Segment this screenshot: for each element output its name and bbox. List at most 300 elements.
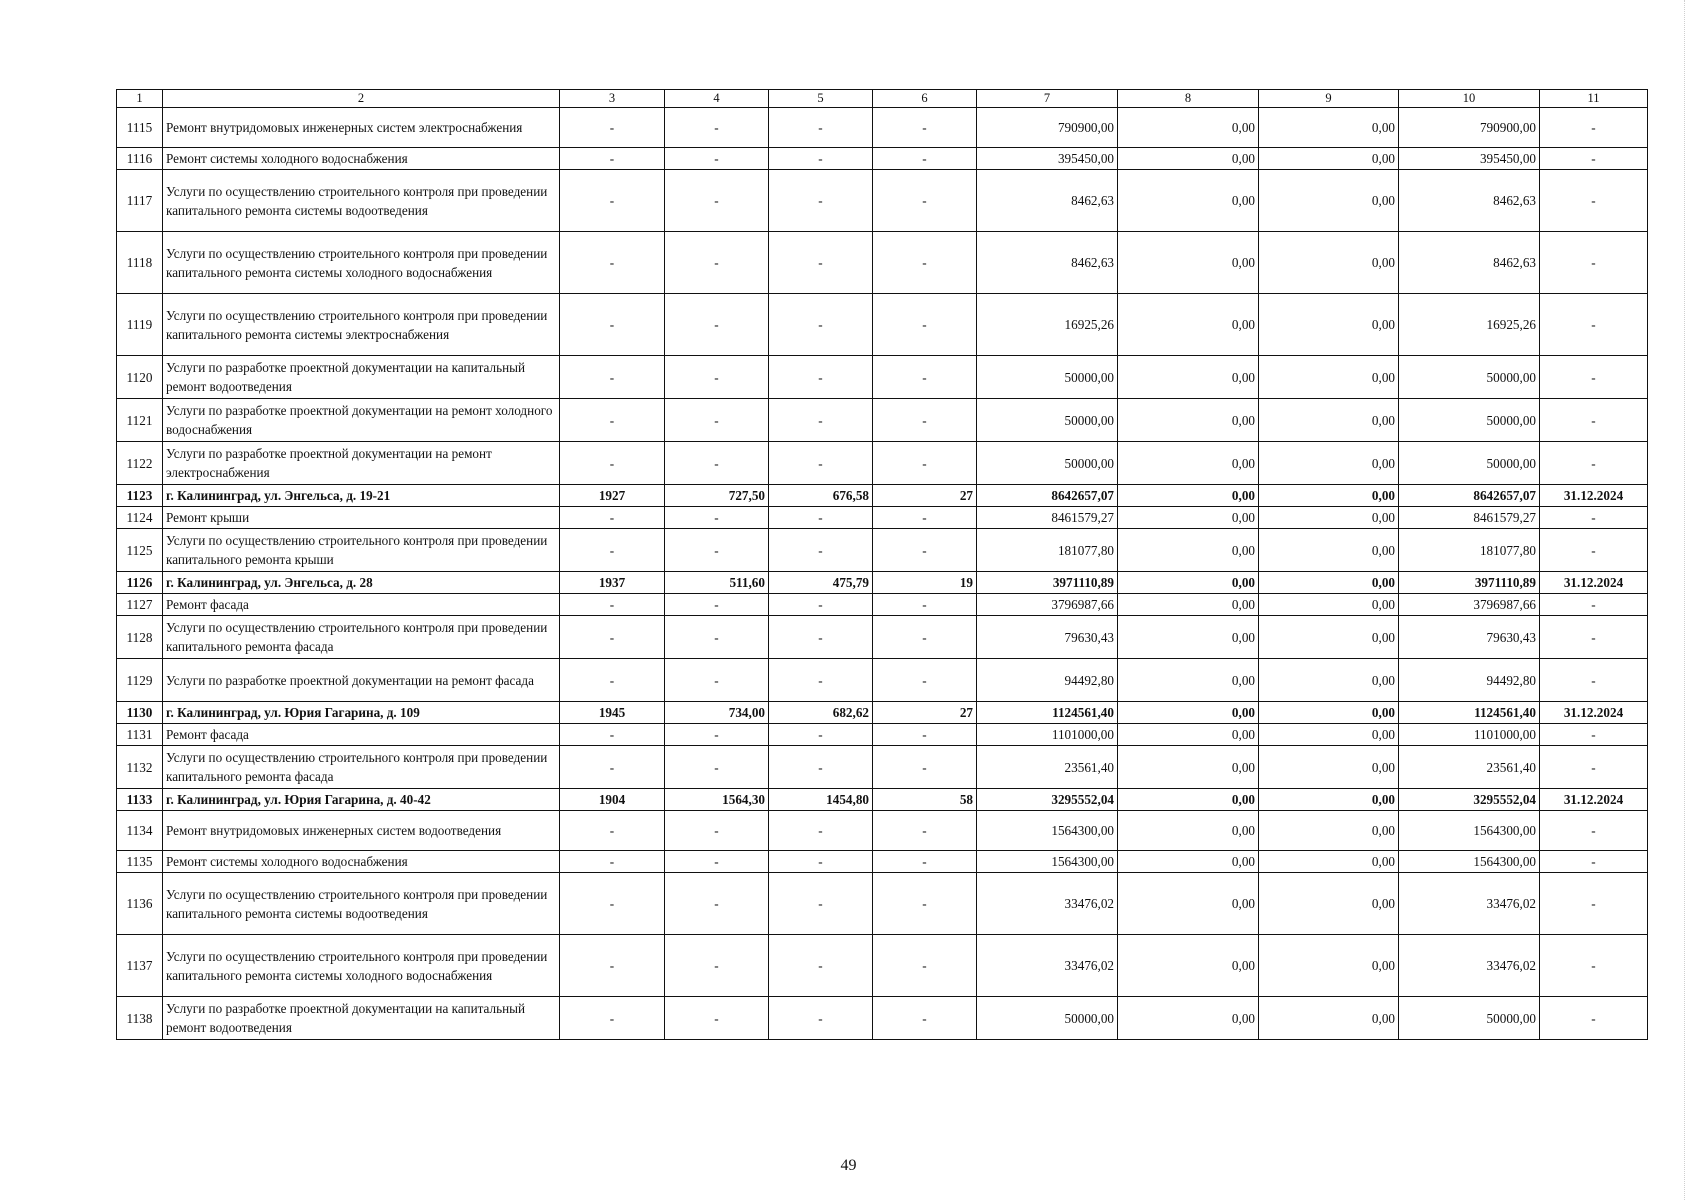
- cell-c4: -: [665, 399, 769, 442]
- cell-name: Услуги по разработке проектной документации на капитальный ремонт водоотведения: [163, 356, 560, 399]
- cell-name: Услуги по разработке проектной документации на ремонт фасада: [163, 659, 560, 702]
- column-header: 3: [560, 90, 665, 108]
- cell-c3: -: [560, 935, 665, 997]
- repair-register-table: [116, 89, 1648, 1040]
- cell-c3: -: [560, 507, 665, 529]
- cell-c4: -: [665, 529, 769, 572]
- table-row: [117, 108, 1648, 148]
- cell-n: 1137: [117, 935, 163, 997]
- cell-c7: 8462,63: [977, 232, 1118, 294]
- cell-c6: 27: [873, 485, 977, 507]
- cell-name: Услуги по разработке проектной документации на капитальный ремонт водоотведения: [163, 997, 560, 1040]
- table-row: [117, 724, 1648, 746]
- cell-c9: 0,00: [1259, 356, 1399, 399]
- cell-c8: 0,00: [1118, 594, 1259, 616]
- cell-c11: -: [1540, 997, 1648, 1040]
- cell-c11: -: [1540, 232, 1648, 294]
- cell-c11: -: [1540, 294, 1648, 356]
- cell-c5: -: [769, 935, 873, 997]
- cell-c5: -: [769, 594, 873, 616]
- cell-c9: 0,00: [1259, 170, 1399, 232]
- cell-c8: 0,00: [1118, 873, 1259, 935]
- table-row: [117, 507, 1648, 529]
- cell-c8: 0,00: [1118, 746, 1259, 789]
- cell-c10: 3796987,66: [1399, 594, 1540, 616]
- cell-c4: -: [665, 148, 769, 170]
- cell-c10: 1564300,00: [1399, 811, 1540, 851]
- cell-c4: -: [665, 442, 769, 485]
- cell-c4: 1564,30: [665, 789, 769, 811]
- cell-c11: -: [1540, 851, 1648, 873]
- column-header: 6: [873, 90, 977, 108]
- cell-c8: 0,00: [1118, 851, 1259, 873]
- cell-c7: 8461579,27: [977, 507, 1118, 529]
- cell-c9: 0,00: [1259, 507, 1399, 529]
- cell-c7: 395450,00: [977, 148, 1118, 170]
- cell-c7: 181077,80: [977, 529, 1118, 572]
- cell-c9: 0,00: [1259, 851, 1399, 873]
- cell-c7: 1564300,00: [977, 851, 1118, 873]
- cell-c10: 790900,00: [1399, 108, 1540, 148]
- cell-c4: 734,00: [665, 702, 769, 724]
- cell-c7: 3295552,04: [977, 789, 1118, 811]
- cell-c10: 33476,02: [1399, 873, 1540, 935]
- cell-c9: 0,00: [1259, 873, 1399, 935]
- cell-c4: -: [665, 594, 769, 616]
- cell-name: Услуги по осуществлению строительного контроля при проведении капитального ремонта системы электроснабжения: [163, 294, 560, 356]
- cell-n: 1118: [117, 232, 163, 294]
- cell-c10: 395450,00: [1399, 148, 1540, 170]
- cell-name: Услуги по осуществлению строительного контроля при проведении капитального ремонта крыши: [163, 529, 560, 572]
- cell-c4: -: [665, 746, 769, 789]
- cell-c6: -: [873, 170, 977, 232]
- cell-c3: -: [560, 616, 665, 659]
- cell-c7: 3971110,89: [977, 572, 1118, 594]
- cell-c9: 0,00: [1259, 616, 1399, 659]
- cell-c10: 50000,00: [1399, 399, 1540, 442]
- table-row: [117, 148, 1648, 170]
- cell-c6: -: [873, 935, 977, 997]
- cell-c7: 79630,43: [977, 616, 1118, 659]
- cell-c6: -: [873, 108, 977, 148]
- cell-c5: -: [769, 724, 873, 746]
- cell-c10: 50000,00: [1399, 997, 1540, 1040]
- cell-c11: -: [1540, 170, 1648, 232]
- table-row: [117, 935, 1648, 997]
- cell-name: Ремонт фасада: [163, 594, 560, 616]
- cell-c9: 0,00: [1259, 659, 1399, 702]
- cell-c5: 676,58: [769, 485, 873, 507]
- cell-c7: 1124561,40: [977, 702, 1118, 724]
- column-header: 9: [1259, 90, 1399, 108]
- cell-c8: 0,00: [1118, 702, 1259, 724]
- cell-name: Услуги по осуществлению строительного контроля при проведении капитального ремонта системы холодного водоснабжения: [163, 232, 560, 294]
- table-row: [117, 356, 1648, 399]
- cell-c8: 0,00: [1118, 170, 1259, 232]
- cell-c10: 8461579,27: [1399, 507, 1540, 529]
- column-number-row: [117, 90, 1648, 108]
- cell-c11: -: [1540, 811, 1648, 851]
- column-header: 1: [117, 90, 163, 108]
- cell-n: 1133: [117, 789, 163, 811]
- cell-c9: 0,00: [1259, 572, 1399, 594]
- cell-c6: -: [873, 529, 977, 572]
- cell-c10: 1564300,00: [1399, 851, 1540, 873]
- cell-c8: 0,00: [1118, 724, 1259, 746]
- cell-c4: -: [665, 294, 769, 356]
- cell-name: Ремонт системы холодного водоснабжения: [163, 851, 560, 873]
- cell-c4: -: [665, 811, 769, 851]
- cell-c6: -: [873, 659, 977, 702]
- cell-c9: 0,00: [1259, 529, 1399, 572]
- scan-margin-mark: [1684, 0, 1687, 1200]
- cell-c11: -: [1540, 746, 1648, 789]
- cell-c6: -: [873, 997, 977, 1040]
- cell-c6: -: [873, 616, 977, 659]
- cell-c11: -: [1540, 356, 1648, 399]
- cell-c4: -: [665, 873, 769, 935]
- address-row: [117, 572, 1648, 594]
- cell-c9: 0,00: [1259, 746, 1399, 789]
- cell-name: г. Калининград, ул. Энгельса, д. 28: [163, 572, 560, 594]
- cell-n: 1124: [117, 507, 163, 529]
- cell-c7: 33476,02: [977, 935, 1118, 997]
- cell-c9: 0,00: [1259, 148, 1399, 170]
- cell-name: г. Калининград, ул. Энгельса, д. 19-21: [163, 485, 560, 507]
- cell-c5: -: [769, 148, 873, 170]
- cell-name: Услуги по осуществлению строительного контроля при проведении капитального ремонта системы холодного водоснабжения: [163, 935, 560, 997]
- cell-name: Услуги по разработке проектной документации на ремонт электроснабжения: [163, 442, 560, 485]
- table-row: [117, 811, 1648, 851]
- cell-c4: -: [665, 616, 769, 659]
- cell-c11: -: [1540, 399, 1648, 442]
- column-header: 5: [769, 90, 873, 108]
- cell-c4: -: [665, 356, 769, 399]
- cell-n: 1122: [117, 442, 163, 485]
- cell-c7: 50000,00: [977, 356, 1118, 399]
- cell-c10: 1101000,00: [1399, 724, 1540, 746]
- cell-c6: -: [873, 148, 977, 170]
- cell-c9: 0,00: [1259, 811, 1399, 851]
- cell-c9: 0,00: [1259, 399, 1399, 442]
- cell-n: 1115: [117, 108, 163, 148]
- cell-c11: -: [1540, 935, 1648, 997]
- cell-c6: -: [873, 724, 977, 746]
- address-row: [117, 702, 1648, 724]
- cell-name: Ремонт крыши: [163, 507, 560, 529]
- cell-c11: -: [1540, 529, 1648, 572]
- cell-c3: -: [560, 746, 665, 789]
- cell-c11: -: [1540, 442, 1648, 485]
- cell-name: г. Калининград, ул. Юрия Гагарина, д. 109: [163, 702, 560, 724]
- cell-c11: 31.12.2024: [1540, 572, 1648, 594]
- cell-c7: 8462,63: [977, 170, 1118, 232]
- cell-c8: 0,00: [1118, 507, 1259, 529]
- cell-c8: 0,00: [1118, 789, 1259, 811]
- cell-c9: 0,00: [1259, 232, 1399, 294]
- cell-c8: 0,00: [1118, 529, 1259, 572]
- cell-c3: -: [560, 232, 665, 294]
- cell-c6: -: [873, 399, 977, 442]
- cell-c8: 0,00: [1118, 935, 1259, 997]
- table-row: [117, 529, 1648, 572]
- cell-c7: 94492,80: [977, 659, 1118, 702]
- cell-c10: 16925,26: [1399, 294, 1540, 356]
- cell-c6: -: [873, 507, 977, 529]
- cell-c6: -: [873, 594, 977, 616]
- cell-c5: -: [769, 170, 873, 232]
- table-row: [117, 594, 1648, 616]
- cell-c8: 0,00: [1118, 294, 1259, 356]
- cell-c11: -: [1540, 148, 1648, 170]
- column-header: 7: [977, 90, 1118, 108]
- cell-c10: 50000,00: [1399, 442, 1540, 485]
- cell-c3: 1937: [560, 572, 665, 594]
- column-header: 10: [1399, 90, 1540, 108]
- cell-c9: 0,00: [1259, 485, 1399, 507]
- cell-c10: 3295552,04: [1399, 789, 1540, 811]
- cell-c4: 511,60: [665, 572, 769, 594]
- cell-n: 1129: [117, 659, 163, 702]
- cell-c6: 27: [873, 702, 977, 724]
- cell-c3: -: [560, 170, 665, 232]
- cell-c10: 181077,80: [1399, 529, 1540, 572]
- table-row: [117, 851, 1648, 873]
- cell-c10: 1124561,40: [1399, 702, 1540, 724]
- cell-c5: -: [769, 811, 873, 851]
- cell-c7: 33476,02: [977, 873, 1118, 935]
- cell-c9: 0,00: [1259, 108, 1399, 148]
- cell-c9: 0,00: [1259, 442, 1399, 485]
- cell-c7: 23561,40: [977, 746, 1118, 789]
- cell-name: Услуги по осуществлению строительного контроля при проведении капитального ремонта фасада: [163, 616, 560, 659]
- cell-n: 1134: [117, 811, 163, 851]
- cell-c11: -: [1540, 616, 1648, 659]
- cell-c3: -: [560, 811, 665, 851]
- cell-c10: 3971110,89: [1399, 572, 1540, 594]
- cell-c10: 50000,00: [1399, 356, 1540, 399]
- cell-name: Услуги по разработке проектной документации на ремонт холодного водоснабжения: [163, 399, 560, 442]
- cell-c11: 31.12.2024: [1540, 789, 1648, 811]
- table-body: [117, 108, 1648, 1040]
- cell-n: 1125: [117, 529, 163, 572]
- cell-c10: 79630,43: [1399, 616, 1540, 659]
- table-row: [117, 399, 1648, 442]
- cell-c8: 0,00: [1118, 356, 1259, 399]
- table-row: [117, 170, 1648, 232]
- cell-c10: 8642657,07: [1399, 485, 1540, 507]
- cell-c8: 0,00: [1118, 811, 1259, 851]
- table-row: [117, 616, 1648, 659]
- cell-n: 1131: [117, 724, 163, 746]
- cell-c6: -: [873, 851, 977, 873]
- cell-c4: -: [665, 659, 769, 702]
- cell-n: 1121: [117, 399, 163, 442]
- cell-c3: -: [560, 356, 665, 399]
- cell-c5: -: [769, 442, 873, 485]
- cell-c3: -: [560, 659, 665, 702]
- cell-c3: 1945: [560, 702, 665, 724]
- column-header: 4: [665, 90, 769, 108]
- table-row: [117, 294, 1648, 356]
- cell-n: 1126: [117, 572, 163, 594]
- cell-c11: 31.12.2024: [1540, 485, 1648, 507]
- cell-c6: -: [873, 442, 977, 485]
- cell-c6: 19: [873, 572, 977, 594]
- cell-c3: -: [560, 442, 665, 485]
- cell-c5: -: [769, 108, 873, 148]
- cell-c4: -: [665, 108, 769, 148]
- table-row: [117, 442, 1648, 485]
- cell-c3: -: [560, 148, 665, 170]
- cell-name: Услуги по осуществлению строительного контроля при проведении капитального ремонта системы водоотведения: [163, 873, 560, 935]
- cell-n: 1135: [117, 851, 163, 873]
- cell-c11: -: [1540, 724, 1648, 746]
- cell-c5: -: [769, 659, 873, 702]
- page-number: 49: [840, 1157, 857, 1174]
- cell-name: Услуги по осуществлению строительного контроля при проведении капитального ремонта системы водоотведения: [163, 170, 560, 232]
- cell-name: Ремонт внутридомовых инженерных систем водоотведения: [163, 811, 560, 851]
- cell-c7: 50000,00: [977, 399, 1118, 442]
- cell-c5: -: [769, 294, 873, 356]
- cell-c5: -: [769, 507, 873, 529]
- cell-c9: 0,00: [1259, 594, 1399, 616]
- cell-c3: -: [560, 997, 665, 1040]
- cell-c11: -: [1540, 594, 1648, 616]
- cell-c5: -: [769, 873, 873, 935]
- cell-c4: -: [665, 232, 769, 294]
- cell-c4: -: [665, 851, 769, 873]
- cell-c6: -: [873, 746, 977, 789]
- cell-c3: -: [560, 851, 665, 873]
- cell-c7: 1101000,00: [977, 724, 1118, 746]
- cell-c11: -: [1540, 507, 1648, 529]
- cell-c4: -: [665, 170, 769, 232]
- cell-c7: 1564300,00: [977, 811, 1118, 851]
- cell-n: 1130: [117, 702, 163, 724]
- table-row: [117, 659, 1648, 702]
- cell-c10: 8462,63: [1399, 232, 1540, 294]
- cell-c9: 0,00: [1259, 724, 1399, 746]
- cell-c3: 1927: [560, 485, 665, 507]
- cell-c3: -: [560, 294, 665, 356]
- cell-c5: -: [769, 616, 873, 659]
- address-row: [117, 789, 1648, 811]
- table-row: [117, 873, 1648, 935]
- address-row: [117, 485, 1648, 507]
- cell-name: Ремонт фасада: [163, 724, 560, 746]
- cell-c7: 3796987,66: [977, 594, 1118, 616]
- cell-c10: 23561,40: [1399, 746, 1540, 789]
- cell-n: 1119: [117, 294, 163, 356]
- cell-c8: 0,00: [1118, 148, 1259, 170]
- cell-c6: -: [873, 232, 977, 294]
- cell-n: 1117: [117, 170, 163, 232]
- cell-c4: -: [665, 507, 769, 529]
- cell-c3: -: [560, 873, 665, 935]
- column-header: 11: [1540, 90, 1648, 108]
- cell-c3: -: [560, 594, 665, 616]
- cell-c5: 682,62: [769, 702, 873, 724]
- cell-c6: -: [873, 294, 977, 356]
- cell-c6: -: [873, 356, 977, 399]
- cell-n: 1123: [117, 485, 163, 507]
- cell-c3: -: [560, 399, 665, 442]
- cell-c7: 790900,00: [977, 108, 1118, 148]
- cell-c11: 31.12.2024: [1540, 702, 1648, 724]
- cell-c9: 0,00: [1259, 702, 1399, 724]
- cell-n: 1128: [117, 616, 163, 659]
- cell-c11: -: [1540, 108, 1648, 148]
- cell-c3: 1904: [560, 789, 665, 811]
- cell-c8: 0,00: [1118, 399, 1259, 442]
- cell-c9: 0,00: [1259, 997, 1399, 1040]
- cell-c7: 50000,00: [977, 442, 1118, 485]
- cell-name: Ремонт внутридомовых инженерных систем электроснабжения: [163, 108, 560, 148]
- cell-c7: 16925,26: [977, 294, 1118, 356]
- cell-name: Услуги по осуществлению строительного контроля при проведении капитального ремонта фасада: [163, 746, 560, 789]
- cell-n: 1138: [117, 997, 163, 1040]
- cell-name: г. Калининград, ул. Юрия Гагарина, д. 40-42: [163, 789, 560, 811]
- cell-c7: 8642657,07: [977, 485, 1118, 507]
- cell-n: 1116: [117, 148, 163, 170]
- cell-c5: -: [769, 851, 873, 873]
- cell-n: 1120: [117, 356, 163, 399]
- cell-c5: -: [769, 997, 873, 1040]
- cell-c5: 475,79: [769, 572, 873, 594]
- cell-c10: 8462,63: [1399, 170, 1540, 232]
- cell-c5: -: [769, 529, 873, 572]
- cell-c3: -: [560, 108, 665, 148]
- column-header: 8: [1118, 90, 1259, 108]
- cell-c6: -: [873, 873, 977, 935]
- cell-c3: -: [560, 529, 665, 572]
- cell-n: 1136: [117, 873, 163, 935]
- cell-n: 1132: [117, 746, 163, 789]
- cell-c8: 0,00: [1118, 485, 1259, 507]
- cell-c6: 58: [873, 789, 977, 811]
- cell-c6: -: [873, 811, 977, 851]
- cell-c5: -: [769, 232, 873, 294]
- cell-c8: 0,00: [1118, 442, 1259, 485]
- cell-c5: 1454,80: [769, 789, 873, 811]
- cell-c10: 94492,80: [1399, 659, 1540, 702]
- cell-c9: 0,00: [1259, 294, 1399, 356]
- cell-c4: -: [665, 997, 769, 1040]
- cell-c11: -: [1540, 873, 1648, 935]
- cell-c11: -: [1540, 659, 1648, 702]
- cell-c7: 50000,00: [977, 997, 1118, 1040]
- cell-c8: 0,00: [1118, 659, 1259, 702]
- table-row: [117, 232, 1648, 294]
- cell-c10: 33476,02: [1399, 935, 1540, 997]
- cell-c8: 0,00: [1118, 616, 1259, 659]
- cell-c4: 727,50: [665, 485, 769, 507]
- column-header: 2: [163, 90, 560, 108]
- cell-n: 1127: [117, 594, 163, 616]
- cell-c8: 0,00: [1118, 108, 1259, 148]
- cell-c5: -: [769, 356, 873, 399]
- cell-c3: -: [560, 724, 665, 746]
- table-row: [117, 746, 1648, 789]
- cell-c5: -: [769, 399, 873, 442]
- cell-c4: -: [665, 724, 769, 746]
- table-row: [117, 997, 1648, 1040]
- cell-name: Ремонт системы холодного водоснабжения: [163, 148, 560, 170]
- cell-c9: 0,00: [1259, 789, 1399, 811]
- cell-c5: -: [769, 746, 873, 789]
- cell-c8: 0,00: [1118, 232, 1259, 294]
